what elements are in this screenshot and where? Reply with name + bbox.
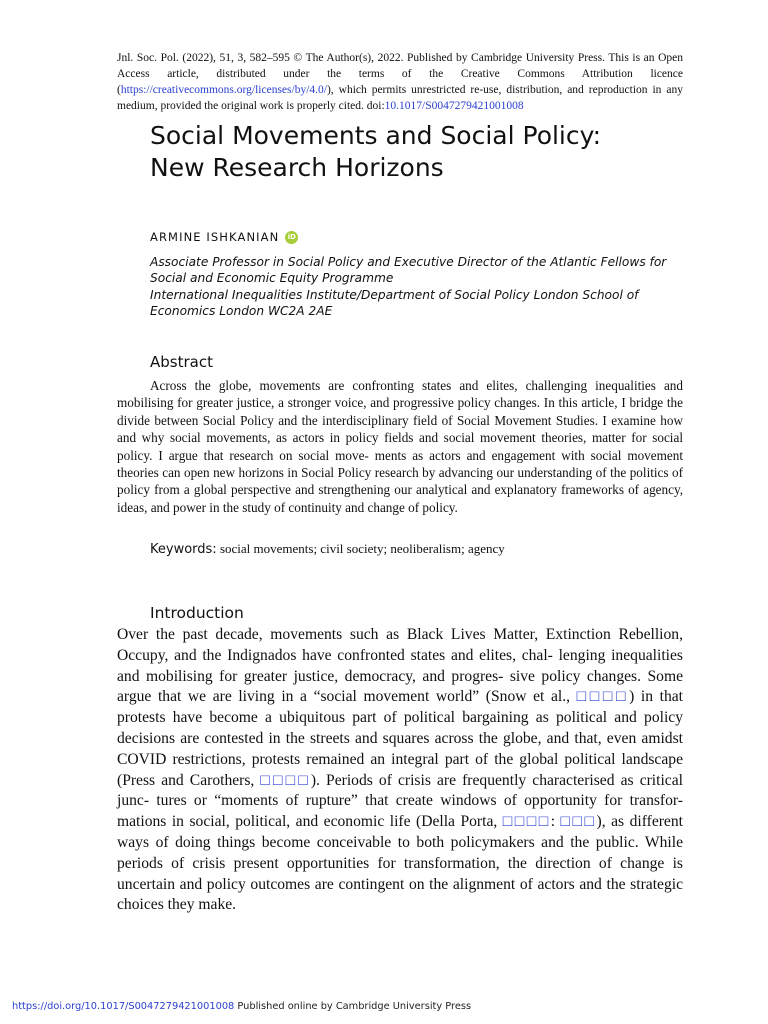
title-line-1: Social Movements and Social Policy: [150,121,602,150]
keywords-text: social movements; civil society; neoliberalism; agency [219,541,505,556]
footer-doi-link[interactable]: https://doi.org/10.1017/S0047279421001008 [12,1001,235,1012]
author-line [150,230,298,244]
abstract-heading: Abstract [150,353,213,371]
footer-published: Published online by Cambridge University Press [234,1001,472,1012]
licence-link[interactable]: https://creativecommons.org/licenses/by/4.0/ [120,84,327,96]
intro-text-3b: : [550,813,561,831]
abstract-body [117,377,683,516]
citation-link[interactable]: □□□ [560,813,597,831]
citation-link[interactable]: □□□□ [260,771,311,789]
doi-link[interactable]: 10.1017/S0047279421001008 [384,100,524,112]
intro-text-2: ) in that protests have become a ubiquitous part of political bargaining as political and policy decisions are contested in the streets and squares across the globe, and that, even amidst COVID restrictions, protests remained an integral part of the global political landscape (Press and Carothers, [117,688,683,789]
orcid-icon[interactable]: iD [285,231,298,244]
abstract-text: Across the globe, movements are confronting states and elites, challenging inequalities and mobilising for greater justice, a stronger voice, and progressive policy changes. In this article, I bridge the divide between Social Policy and the interdisciplinary field of Social Movement Studies. I examine how and why social movements, as actors in policy fields and social movement theories, matter for social policy. I argue that research on social move- ments as actors and engagement with social movement theories can open new horizons in Social Policy research by advancing our understanding of the politics of policy from a global perspective and strengthening our analytical and explanatory frameworks of agency, ideas, and power in the study of continuity and change of policy. [117,378,683,515]
intro-text-3: ). Periods of crisis are frequently characterised as critical junc- tures or “moments of rupture” that create windows of opportunity for transfor- mations in social, political, and economic life (Della Porta, [117,771,683,831]
citation-link[interactable]: □□□□ [576,688,630,706]
keywords-label: Keywords: [150,542,217,557]
meta-text-2: ), which permits unrestricted re-use, distribution, and reproduction in any medium, provided the original work is properly cited. doi: [117,84,683,112]
introduction-heading: Introduction [150,604,244,622]
title-line-2: New Research Horizons [150,153,444,182]
journal-meta [117,50,683,114]
introduction-body [117,625,683,916]
meta-text: Jnl. Soc. Pol. (2022), 51, 3, 582–595 © The Author(s), 2022. Published by Cambridge University Press. This is an Open Access article, distributed under the terms of the Creative Commons Attribution licence ( [117,52,683,96]
affiliation-2: International Inequalities Institute/Department of Social Policy London School of Economics London WC2A 2AE [150,287,639,318]
author-name: ARMINE ISHKANIAN [150,230,280,244]
introduction-paragraph [117,625,683,916]
intro-text-4: ), as different ways of doing things become conceivable to both policymakers and the public. While periods of crisis present opportunities for transformation, the direction of change is uncertain and policy outcomes are contingent on the alignment of actors and the strategic choices they make. [117,813,683,914]
page-footer [12,1001,471,1012]
affiliation-1: Associate Professor in Social Policy and Executive Director of the Atlantic Fellows for Social and Economic Equity Programme [150,255,667,286]
article-title [150,120,710,184]
citation-link[interactable]: □□□□ [502,813,551,831]
intro-text-1: Over the past decade, movements such as Black Lives Matter, Extinction Rebellion, Occupy, and the Indignados have confronted states and elites, chal- lenging inequalities and mobilising for greater justice, democracy, and progres- sive policy changes. Some argue that we are living in a “social movement world” (Snow et al., [117,626,683,706]
keywords [150,541,690,557]
author-affiliation [150,254,690,319]
